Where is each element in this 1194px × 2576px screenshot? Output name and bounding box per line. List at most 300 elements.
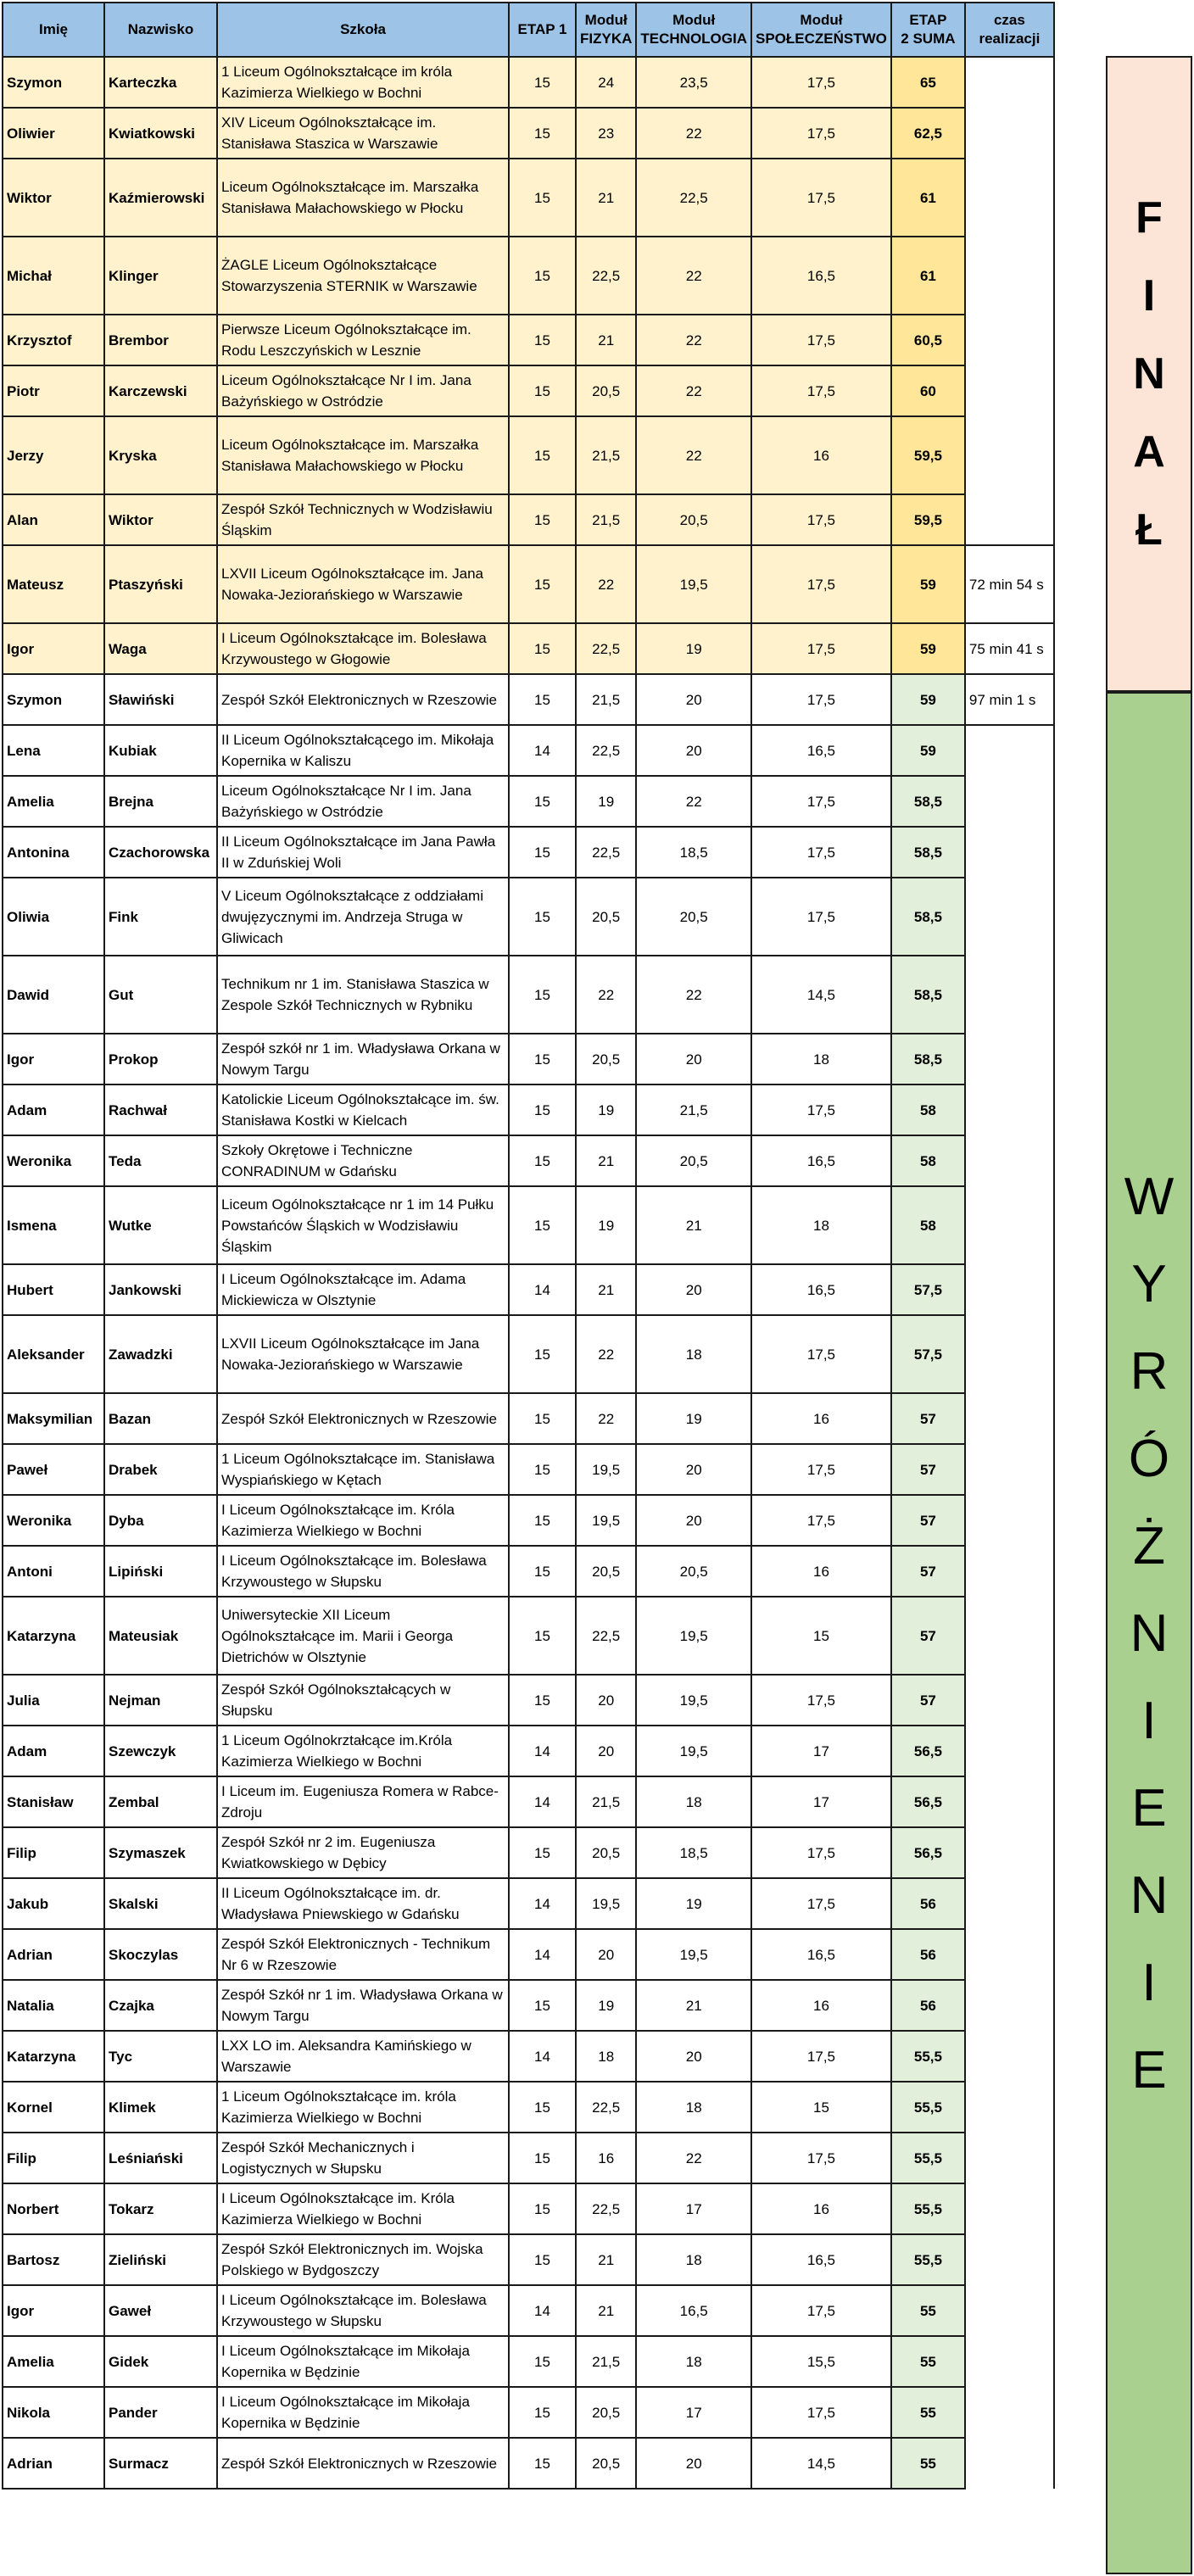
cell-stage1: 14 xyxy=(509,1264,576,1315)
cell-technology: 22 xyxy=(636,237,751,315)
cell-stage2-sum: 58 xyxy=(891,1186,965,1264)
cell-time xyxy=(965,2285,1054,2336)
cell-last-name: Skoczylas xyxy=(104,1929,217,1980)
cell-stage2-sum: 58,5 xyxy=(891,827,965,878)
cell-last-name: Surmacz xyxy=(104,2438,217,2489)
cell-society: 17,5 xyxy=(751,57,891,108)
cell-stage1: 15 xyxy=(509,1980,576,2031)
table-row xyxy=(3,776,1054,827)
table-row xyxy=(3,2387,1054,2438)
cell-time xyxy=(965,1980,1054,2031)
table-row xyxy=(3,1675,1054,1726)
cell-school: I Liceum Ogólnokształcące im Mikołaja Kopernika w Będzinie xyxy=(217,2336,509,2387)
cell-society: 17,5 xyxy=(751,2133,891,2183)
cell-stage1: 15 xyxy=(509,315,576,365)
cell-time: 72 min 54 s xyxy=(965,545,1054,623)
table-row xyxy=(3,494,1054,545)
cell-time xyxy=(965,1597,1054,1675)
cell-stage2-sum: 57 xyxy=(891,1546,965,1597)
header-stage2-sum[interactable]: ETAP 2 SUMA xyxy=(891,3,965,57)
cell-technology: 19 xyxy=(636,1393,751,1444)
cell-stage1: 15 xyxy=(509,1827,576,1878)
cell-stage1: 15 xyxy=(509,1495,576,1546)
cell-last-name: Leśniański xyxy=(104,2133,217,2183)
final-band-letter: F xyxy=(1135,193,1163,243)
cell-time xyxy=(965,1135,1054,1186)
cell-first-name: Mateusz xyxy=(3,545,104,623)
cell-time xyxy=(965,1444,1054,1495)
cell-first-name: Igor xyxy=(3,1034,104,1084)
cell-school: Technikum nr 1 im. Stanisława Staszica w Zespole Szkół Technicznych w Rybniku xyxy=(217,956,509,1034)
table-row xyxy=(3,878,1054,956)
cell-last-name: Kwiatkowski xyxy=(104,108,217,159)
table-row xyxy=(3,1135,1054,1186)
cell-stage1: 15 xyxy=(509,1034,576,1084)
cell-last-name: Brejna xyxy=(104,776,217,827)
table-row xyxy=(3,416,1054,494)
cell-first-name: Michał xyxy=(3,237,104,315)
cell-time xyxy=(965,365,1054,416)
cell-physics: 20,5 xyxy=(576,878,636,956)
cell-stage2-sum: 58 xyxy=(891,1084,965,1135)
cell-society: 17,5 xyxy=(751,1444,891,1495)
cell-technology: 21,5 xyxy=(636,1084,751,1135)
table-row xyxy=(3,57,1054,108)
cell-school: LXVII Liceum Ogólnokształcące im. Jana Nowaka-Jeziorańskiego w Warszawie xyxy=(217,545,509,623)
cell-time xyxy=(965,159,1054,237)
table-row xyxy=(3,956,1054,1034)
cell-stage1: 15 xyxy=(509,1546,576,1597)
cell-stage1: 15 xyxy=(509,416,576,494)
cell-first-name: Alan xyxy=(3,494,104,545)
header-time[interactable]: czas realizacji xyxy=(965,3,1054,57)
cell-time xyxy=(965,108,1054,159)
cell-physics: 19,5 xyxy=(576,1444,636,1495)
cell-society: 16,5 xyxy=(751,1929,891,1980)
cell-stage1: 15 xyxy=(509,2387,576,2438)
cell-school: I Liceum Ogólnokształcące im. Bolesława Krzywoustego w Słupsku xyxy=(217,2285,509,2336)
cell-time xyxy=(965,2336,1054,2387)
cell-physics: 20,5 xyxy=(576,2438,636,2489)
cell-physics: 20,5 xyxy=(576,1546,636,1597)
cell-stage1: 15 xyxy=(509,878,576,956)
header-last-name[interactable]: Nazwisko xyxy=(104,3,217,57)
cell-last-name: Szymaszek xyxy=(104,1827,217,1878)
cell-last-name: Klinger xyxy=(104,237,217,315)
cell-school: Zespół Szkół Technicznych w Wodzisławiu Śląskim xyxy=(217,494,509,545)
table-row xyxy=(3,725,1054,776)
cell-last-name: Zembal xyxy=(104,1776,217,1827)
cell-physics: 21 xyxy=(576,2234,636,2285)
honor-band-letter: E xyxy=(1131,2040,1167,2099)
cell-time xyxy=(965,1776,1054,1827)
cell-time xyxy=(965,776,1054,827)
cell-physics: 20 xyxy=(576,1675,636,1726)
header-stage1[interactable]: ETAP 1 xyxy=(509,3,576,57)
honor-band-letter: R xyxy=(1130,1341,1169,1401)
header-society[interactable]: Moduł SPOŁECZEŃSTWO xyxy=(751,3,891,57)
table-row xyxy=(3,2082,1054,2133)
table-row xyxy=(3,1980,1054,2031)
cell-stage2-sum: 58,5 xyxy=(891,776,965,827)
cell-stage2-sum: 55,5 xyxy=(891,2031,965,2082)
table-row xyxy=(3,1084,1054,1135)
cell-last-name: Gut xyxy=(104,956,217,1034)
cell-time xyxy=(965,1495,1054,1546)
cell-time xyxy=(965,1393,1054,1444)
cell-first-name: Weronika xyxy=(3,1135,104,1186)
cell-technology: 20,5 xyxy=(636,1546,751,1597)
cell-school: 1 Liceum Ogólnokształcące im. króla Kazimierza Wielkiego w Bochni xyxy=(217,2082,509,2133)
honor-band-letter: E xyxy=(1131,1778,1167,1837)
cell-technology: 19 xyxy=(636,1878,751,1929)
cell-stage1: 15 xyxy=(509,2183,576,2234)
cell-society: 18 xyxy=(751,1034,891,1084)
cell-stage2-sum: 55,5 xyxy=(891,2082,965,2133)
cell-time xyxy=(965,827,1054,878)
cell-first-name: Adrian xyxy=(3,1929,104,1980)
cell-first-name: Adam xyxy=(3,1084,104,1135)
cell-technology: 17 xyxy=(636,2387,751,2438)
cell-stage1: 14 xyxy=(509,1929,576,1980)
cell-last-name: Tyc xyxy=(104,2031,217,2082)
cell-physics: 21 xyxy=(576,159,636,237)
cell-first-name: Filip xyxy=(3,2133,104,2183)
cell-first-name: Hubert xyxy=(3,1264,104,1315)
cell-stage1: 15 xyxy=(509,108,576,159)
cell-stage1: 14 xyxy=(509,2031,576,2082)
cell-stage2-sum: 57 xyxy=(891,1675,965,1726)
cell-physics: 19 xyxy=(576,776,636,827)
cell-school: Liceum Ogólnokształcące Nr I im. Jana Bażyńskiego w Ostródzie xyxy=(217,365,509,416)
cell-last-name: Ptaszyński xyxy=(104,545,217,623)
table-row xyxy=(3,1495,1054,1546)
cell-last-name: Klimek xyxy=(104,2082,217,2133)
cell-time xyxy=(965,2031,1054,2082)
cell-society: 17,5 xyxy=(751,1495,891,1546)
cell-stage1: 15 xyxy=(509,1084,576,1135)
cell-society: 17 xyxy=(751,1776,891,1827)
table-row xyxy=(3,2133,1054,2183)
cell-stage1: 15 xyxy=(509,1444,576,1495)
header-physics[interactable]: Moduł FIZYKA xyxy=(576,3,636,57)
cell-school: I Liceum Ogólnokształcące im. Adama Mickiewicza w Olsztynie xyxy=(217,1264,509,1315)
cell-society: 16 xyxy=(751,1980,891,2031)
cell-technology: 16,5 xyxy=(636,2285,751,2336)
cell-first-name: Filip xyxy=(3,1827,104,1878)
table-row xyxy=(3,1186,1054,1264)
cell-stage2-sum: 56 xyxy=(891,1929,965,1980)
cell-physics: 21 xyxy=(576,2285,636,2336)
cell-society: 15,5 xyxy=(751,2336,891,2387)
cell-stage1: 15 xyxy=(509,1597,576,1675)
cell-technology: 20 xyxy=(636,1444,751,1495)
cell-first-name: Wiktor xyxy=(3,159,104,237)
cell-school: Liceum Ogólnokształcące im. Marszałka Stanisława Małachowskiego w Płocku xyxy=(217,159,509,237)
cell-physics: 24 xyxy=(576,57,636,108)
cell-society: 17,5 xyxy=(751,878,891,956)
table-row xyxy=(3,1726,1054,1776)
cell-physics: 21,5 xyxy=(576,416,636,494)
cell-last-name: Mateusiak xyxy=(104,1597,217,1675)
cell-school: Zespół Szkół Mechanicznych i Logistycznych w Słupsku xyxy=(217,2133,509,2183)
cell-society: 16,5 xyxy=(751,237,891,315)
cell-school: 1 Liceum Ogólnokrztałcące im.Króla Kazimierza Wielkiego w Bochni xyxy=(217,1726,509,1776)
cell-first-name: Aleksander xyxy=(3,1315,104,1393)
cell-technology: 20 xyxy=(636,674,751,725)
cell-first-name: Adam xyxy=(3,1726,104,1776)
cell-first-name: Stanisław xyxy=(3,1776,104,1827)
cell-stage1: 15 xyxy=(509,1675,576,1726)
cell-physics: 19 xyxy=(576,1186,636,1264)
cell-first-name: Amelia xyxy=(3,2336,104,2387)
header-first-name[interactable]: Imię xyxy=(3,3,104,57)
cell-school: Zespół Szkół Elektronicznych w Rzeszowie xyxy=(217,2438,509,2489)
cell-stage2-sum: 57 xyxy=(891,1495,965,1546)
cell-stage2-sum: 61 xyxy=(891,237,965,315)
cell-technology: 22 xyxy=(636,776,751,827)
cell-technology: 21 xyxy=(636,1186,751,1264)
cell-time xyxy=(965,416,1054,494)
cell-society: 17,5 xyxy=(751,623,891,674)
cell-last-name: Prokop xyxy=(104,1034,217,1084)
table-row xyxy=(3,365,1054,416)
cell-stage1: 15 xyxy=(509,956,576,1034)
cell-technology: 19,5 xyxy=(636,1597,751,1675)
cell-society: 17,5 xyxy=(751,545,891,623)
cell-stage1: 15 xyxy=(509,1393,576,1444)
cell-technology: 18 xyxy=(636,2082,751,2133)
cell-school: 1 Liceum Ogólnokształcące im. Stanisława Wyspiańskiego w Kętach xyxy=(217,1444,509,1495)
cell-first-name: Norbert xyxy=(3,2183,104,2234)
cell-technology: 18 xyxy=(636,2234,751,2285)
cell-time xyxy=(965,2133,1054,2183)
cell-physics: 22,5 xyxy=(576,2082,636,2133)
cell-stage2-sum: 55 xyxy=(891,2438,965,2489)
table-row xyxy=(3,545,1054,623)
cell-school: Zespół Szkół Elektronicznych im. Wojska Polskiego w Bydgoszczy xyxy=(217,2234,509,2285)
cell-time xyxy=(965,1315,1054,1393)
cell-stage2-sum: 59 xyxy=(891,674,965,725)
cell-first-name: Katarzyna xyxy=(3,1597,104,1675)
cell-technology: 20,5 xyxy=(636,878,751,956)
cell-last-name: Czajka xyxy=(104,1980,217,2031)
cell-stage2-sum: 58 xyxy=(891,1135,965,1186)
cell-last-name: Pander xyxy=(104,2387,217,2438)
honor-band-letter: N xyxy=(1130,1865,1169,1925)
final-band-letter: Ł xyxy=(1135,505,1163,555)
cell-society: 16,5 xyxy=(751,725,891,776)
cell-time xyxy=(965,2082,1054,2133)
cell-time xyxy=(965,2183,1054,2234)
cell-stage1: 14 xyxy=(509,2285,576,2336)
cell-society: 15 xyxy=(751,1597,891,1675)
cell-society: 15 xyxy=(751,2082,891,2133)
cell-physics: 22 xyxy=(576,956,636,1034)
cell-stage1: 14 xyxy=(509,1878,576,1929)
cell-physics: 22 xyxy=(576,1315,636,1393)
cell-physics: 19,5 xyxy=(576,1495,636,1546)
header-row xyxy=(3,3,1054,57)
cell-last-name: Tokarz xyxy=(104,2183,217,2234)
cell-time xyxy=(965,1186,1054,1264)
cell-society: 17,5 xyxy=(751,2285,891,2336)
cell-school: II Liceum Ogólnokształcącego im. Mikołaja Kopernika w Kaliszu xyxy=(217,725,509,776)
cell-school: Pierwsze Liceum Ogólnokształcące im. Rodu Leszczyńskich w Lesznie xyxy=(217,315,509,365)
final-band xyxy=(1106,56,1192,692)
cell-last-name: Nejman xyxy=(104,1675,217,1726)
cell-technology: 18,5 xyxy=(636,827,751,878)
cell-school: Szkoły Okrętowe i Techniczne CONRADINUM w Gdańsku xyxy=(217,1135,509,1186)
table-row xyxy=(3,1444,1054,1495)
honor-band-letter: I xyxy=(1141,1691,1157,1750)
cell-stage1: 15 xyxy=(509,2438,576,2489)
header-technology[interactable]: Moduł TECHNOLOGIA xyxy=(636,3,751,57)
cell-last-name: Gidek xyxy=(104,2336,217,2387)
cell-stage2-sum: 56 xyxy=(891,1878,965,1929)
cell-society: 16,5 xyxy=(751,2234,891,2285)
cell-technology: 18,5 xyxy=(636,1827,751,1878)
cell-technology: 22 xyxy=(636,956,751,1034)
cell-physics: 22 xyxy=(576,545,636,623)
cell-first-name: Jakub xyxy=(3,1878,104,1929)
cell-first-name: Natalia xyxy=(3,1980,104,2031)
cell-stage1: 15 xyxy=(509,1135,576,1186)
table-row xyxy=(3,1315,1054,1393)
cell-stage2-sum: 59,5 xyxy=(891,494,965,545)
cell-stage2-sum: 56 xyxy=(891,1980,965,2031)
cell-first-name: Szymon xyxy=(3,57,104,108)
cell-school: I Liceum Ogólnokształcące im. Bolesława Krzywoustego w Głogowie xyxy=(217,623,509,674)
cell-stage1: 15 xyxy=(509,2234,576,2285)
cell-time: 75 min 41 s xyxy=(965,623,1054,674)
cell-stage1: 15 xyxy=(509,1186,576,1264)
cell-technology: 19,5 xyxy=(636,1726,751,1776)
cell-stage1: 15 xyxy=(509,2133,576,2183)
cell-last-name: Skalski xyxy=(104,1878,217,1929)
cell-physics: 19,5 xyxy=(576,1878,636,1929)
cell-physics: 22,5 xyxy=(576,827,636,878)
cell-stage2-sum: 59,5 xyxy=(891,416,965,494)
cell-stage2-sum: 57 xyxy=(891,1597,965,1675)
final-band-letter: A xyxy=(1133,427,1165,477)
cell-last-name: Kryska xyxy=(104,416,217,494)
cell-first-name: Szymon xyxy=(3,674,104,725)
cell-last-name: Wutke xyxy=(104,1186,217,1264)
table-row xyxy=(3,1393,1054,1444)
cell-time xyxy=(965,237,1054,315)
cell-stage2-sum: 58,5 xyxy=(891,878,965,956)
cell-last-name: Drabek xyxy=(104,1444,217,1495)
cell-technology: 22 xyxy=(636,416,751,494)
cell-last-name: Bazan xyxy=(104,1393,217,1444)
cell-last-name: Wiktor xyxy=(104,494,217,545)
table-row xyxy=(3,315,1054,365)
cell-technology: 18 xyxy=(636,2336,751,2387)
cell-first-name: Amelia xyxy=(3,776,104,827)
cell-time xyxy=(965,1084,1054,1135)
cell-technology: 23,5 xyxy=(636,57,751,108)
cell-stage1: 14 xyxy=(509,1776,576,1827)
cell-school: Zespół Szkół nr 1 im. Władysława Orkana w Nowym Targu xyxy=(217,1980,509,2031)
cell-stage2-sum: 65 xyxy=(891,57,965,108)
cell-society: 17,5 xyxy=(751,1675,891,1726)
cell-time: 97 min 1 s xyxy=(965,674,1054,725)
cell-physics: 22,5 xyxy=(576,237,636,315)
cell-society: 16,5 xyxy=(751,1264,891,1315)
cell-school: V Liceum Ogólnokształcące z oddziałami dwujęzycznymi im. Andrzeja Struga w Gliwicach xyxy=(217,878,509,956)
cell-first-name: Antonina xyxy=(3,827,104,878)
final-band-letter: N xyxy=(1133,349,1165,399)
cell-time xyxy=(965,725,1054,776)
cell-school: I Liceum Ogólnokształcące im. Króla Kazimierza Wielkiego w Bochni xyxy=(217,1495,509,1546)
cell-stage1: 14 xyxy=(509,1726,576,1776)
cell-time xyxy=(965,1675,1054,1726)
cell-technology: 22 xyxy=(636,365,751,416)
cell-society: 17,5 xyxy=(751,1827,891,1878)
cell-stage2-sum: 55 xyxy=(891,2285,965,2336)
cell-physics: 22,5 xyxy=(576,725,636,776)
cell-school: II Liceum Ogólnokształcące im Jana Pawła II w Zduńskiej Woli xyxy=(217,827,509,878)
cell-time xyxy=(965,57,1054,108)
cell-stage1: 14 xyxy=(509,725,576,776)
cell-stage1: 15 xyxy=(509,827,576,878)
honor-band-letter: Ż xyxy=(1133,1516,1165,1575)
cell-stage2-sum: 57 xyxy=(891,1444,965,1495)
cell-technology: 20,5 xyxy=(636,1135,751,1186)
cell-first-name: Lena xyxy=(3,725,104,776)
cell-society: 16,5 xyxy=(751,1135,891,1186)
cell-first-name: Oliwia xyxy=(3,878,104,956)
table-row xyxy=(3,1929,1054,1980)
honor-band-letter: W xyxy=(1124,1167,1174,1226)
cell-stage2-sum: 61 xyxy=(891,159,965,237)
cell-society: 17,5 xyxy=(751,159,891,237)
table-row xyxy=(3,827,1054,878)
cell-first-name: Nikola xyxy=(3,2387,104,2438)
cell-stage2-sum: 62,5 xyxy=(891,108,965,159)
cell-school: I Liceum Ogólnokształcące im. Bolesława Krzywoustego w Słupsku xyxy=(217,1546,509,1597)
cell-technology: 22 xyxy=(636,108,751,159)
cell-society: 17,5 xyxy=(751,108,891,159)
cell-physics: 20,5 xyxy=(576,1034,636,1084)
cell-stage2-sum: 55 xyxy=(891,2336,965,2387)
final-band-letter: I xyxy=(1142,271,1156,321)
cell-school: I Liceum im. Eugeniusza Romera w Rabce-Zdroju xyxy=(217,1776,509,1827)
cell-technology: 19,5 xyxy=(636,1929,751,1980)
cell-last-name: Karteczka xyxy=(104,57,217,108)
cell-school: Uniwersyteckie XII Liceum Ogólnokształcące im. Marii i Georga Dietrichów w Olsztynie xyxy=(217,1597,509,1675)
cell-society: 16 xyxy=(751,2183,891,2234)
honor-band-letter: Y xyxy=(1131,1254,1167,1313)
cell-first-name: Ismena xyxy=(3,1186,104,1264)
table-row xyxy=(3,2336,1054,2387)
cell-society: 14,5 xyxy=(751,2438,891,2489)
header-school[interactable]: Szkoła xyxy=(217,3,509,57)
cell-first-name: Jerzy xyxy=(3,416,104,494)
cell-first-name: Dawid xyxy=(3,956,104,1034)
cell-time xyxy=(965,315,1054,365)
cell-society: 17,5 xyxy=(751,776,891,827)
cell-stage2-sum: 57,5 xyxy=(891,1315,965,1393)
cell-stage1: 15 xyxy=(509,545,576,623)
cell-last-name: Teda xyxy=(104,1135,217,1186)
cell-society: 17,5 xyxy=(751,365,891,416)
cell-time xyxy=(965,1929,1054,1980)
cell-society: 17,5 xyxy=(751,494,891,545)
cell-society: 17,5 xyxy=(751,1315,891,1393)
cell-first-name: Oliwier xyxy=(3,108,104,159)
